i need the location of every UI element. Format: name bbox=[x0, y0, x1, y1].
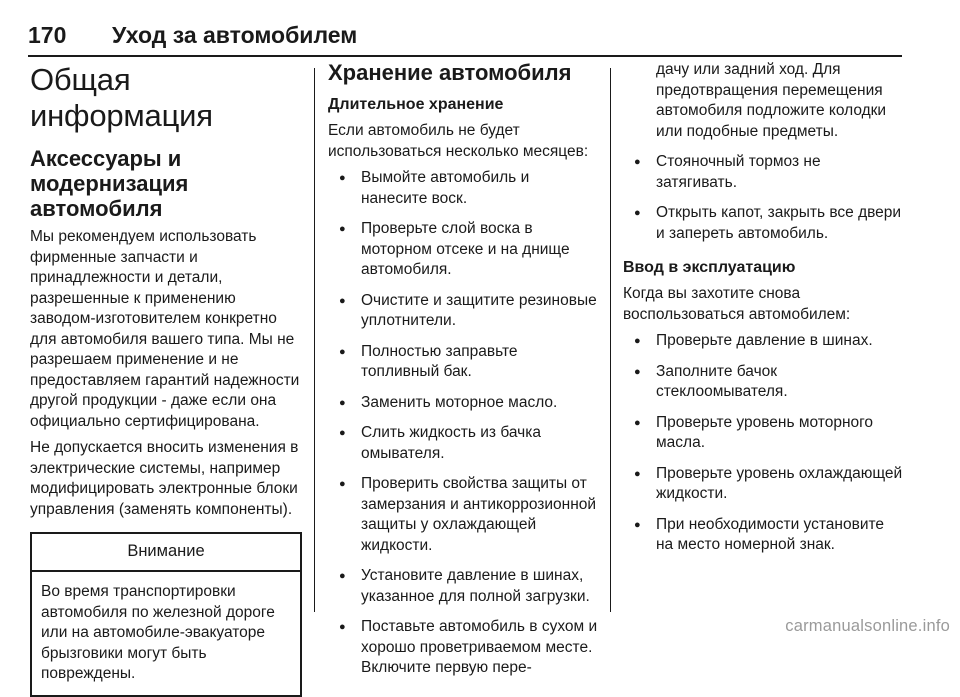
paragraph: Когда вы захотите снова воспользоваться автомобилем: bbox=[623, 285, 851, 323]
subsection-title-recommissioning: Ввод в эксплуатацию bbox=[623, 259, 796, 276]
column-1 bbox=[30, 60, 302, 697]
list-item: ● Очистите и защитите резиновые уплотнители. bbox=[328, 291, 598, 332]
section-title-storage: Хранение автомобиля bbox=[328, 60, 572, 85]
paragraph: Мы рекомендуем использовать фирменные запчасти и принадлежности и детали, разрешенные к применению заводом-изготовителем конкретно для автомобиля вашего типа. Мы не разрешаем применение и не предоставляем гарантий надежности другой продукции - даже если она официально сертифицирована. bbox=[30, 228, 300, 430]
bullet-list-storage bbox=[328, 168, 598, 679]
subsection-title-long-storage: Длительное хранение bbox=[328, 96, 504, 113]
list-item: ● Стояночный тормоз не затягивать. bbox=[623, 152, 903, 193]
list-item: ● Слить жидкость из бачка омывателя. bbox=[328, 423, 598, 464]
list-item: ● Вымойте автомобиль и нанесите воск. bbox=[328, 168, 598, 209]
column-divider bbox=[610, 68, 611, 612]
notice-title: Внимание bbox=[32, 534, 300, 572]
list-item: ● Поставьте автомобиль в сухом и хорошо проветриваемом месте. Включите первую пере- bbox=[328, 617, 598, 679]
column-3 bbox=[623, 60, 903, 566]
column-divider bbox=[314, 68, 315, 612]
watermark: carmanualsonline.info bbox=[785, 617, 950, 635]
header-rule bbox=[28, 55, 902, 57]
list-item: ● Заполните бачок стеклоомывателя. bbox=[623, 362, 903, 403]
continued-text: дачу или задний ход. Для предотвращения перемещения автомобиля подложите колодки или подобные предметы. bbox=[656, 61, 887, 140]
paragraph: Не допускается вносить изменения в электрические системы, например модифицировать электронные блоки управления (заменять компоненты). bbox=[30, 439, 299, 518]
column-2 bbox=[328, 60, 598, 689]
list-item: ● Проверьте уровень охлаждающей жидкости. bbox=[623, 464, 903, 505]
notice-box bbox=[30, 532, 302, 697]
list-item: ● Заменить моторное масло. bbox=[328, 393, 598, 414]
list-item: ● Проверьте давление в шинах. bbox=[623, 331, 903, 352]
notice-body: Во время транспортировки автомобиля по железной дороге или на автомобиле-эвакуаторе брызговики могут быть повреждены. bbox=[41, 583, 275, 682]
chapter-title: Общая информация bbox=[30, 62, 213, 133]
list-item: ● При необходимости установите на место номерной знак. bbox=[623, 515, 903, 556]
bullet-list-storage-cont bbox=[623, 152, 903, 244]
list-item: ● Установите давление в шинах, указанное для полной загрузки. bbox=[328, 566, 598, 607]
list-item: ● Проверьте слой воска в моторном отсеке и на днище автомобиля. bbox=[328, 219, 598, 281]
page-header bbox=[28, 22, 908, 52]
list-item: ● Проверьте уровень моторного масла. bbox=[623, 413, 903, 454]
bullet-list-recommissioning bbox=[623, 331, 903, 556]
page-number: 170 bbox=[28, 22, 67, 48]
list-item: ● Полностью заправьте топливный бак. bbox=[328, 342, 598, 383]
paragraph: Если автомобиль не будет использоваться несколько месяцев: bbox=[328, 122, 589, 160]
list-item: ● Открыть капот, закрыть все двери и запереть автомобиль. bbox=[623, 203, 903, 244]
section-title-accessories: Аксессуары и модернизация автомобиля bbox=[30, 146, 189, 221]
running-title: Уход за автомобилем bbox=[112, 22, 358, 48]
list-item: ● Проверить свойства защиты от замерзания и антикоррозионной защиты у охлаждающей жидкости. bbox=[328, 474, 598, 556]
